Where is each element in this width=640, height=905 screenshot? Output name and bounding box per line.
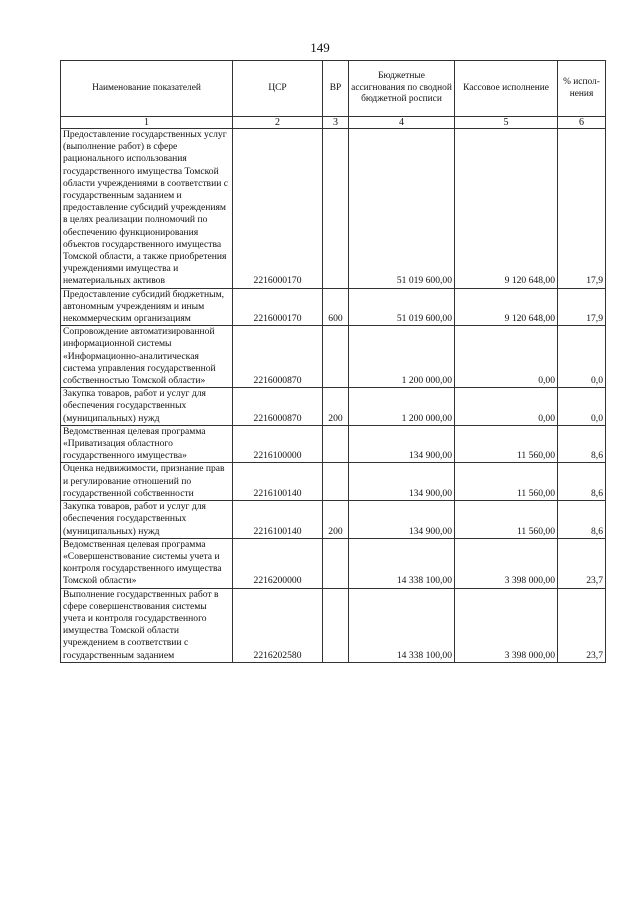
row-vr — [323, 129, 349, 289]
row-vr — [323, 326, 349, 388]
row-budget: 134 900,00 — [349, 501, 455, 539]
row-csr: 2216000170 — [233, 288, 323, 326]
budget-execution-table — [60, 60, 606, 663]
row-pct: 0,0 — [558, 388, 606, 426]
row-budget: 51 019 600,00 — [349, 288, 455, 326]
row-cash: 3 398 000,00 — [455, 588, 558, 662]
row-name: Предоставление субсидий бюджетным, автономным учреждениям и иным некоммерческим организациям — [61, 288, 233, 326]
row-name: Оценка недвижимости, признание прав и регулирование отношений по государственной собственности — [61, 463, 233, 501]
page-number: 149 — [310, 40, 330, 55]
table-row — [61, 326, 606, 388]
row-csr: 2216000870 — [233, 388, 323, 426]
table-row — [61, 129, 606, 289]
row-budget: 14 338 100,00 — [349, 538, 455, 588]
row-name: Сопровождение автоматизированной информационной системы «Информационно-аналитическая система управления государственной собственностью Томской области» — [61, 326, 233, 388]
row-csr: 2216000170 — [233, 129, 323, 289]
table-row — [61, 425, 606, 463]
row-name: Ведомственная целевая программа «Приватизация областного государственного имущества» — [61, 425, 233, 463]
column-number: 4 — [349, 117, 455, 129]
row-name: Закупка товаров, работ и услуг для обеспечения государственных (муниципальных) нужд — [61, 501, 233, 539]
row-budget: 1 200 000,00 — [349, 326, 455, 388]
column-number: 5 — [455, 117, 558, 129]
row-budget: 134 900,00 — [349, 463, 455, 501]
table-header-row — [61, 61, 606, 117]
row-cash: 11 560,00 — [455, 425, 558, 463]
header-pct: % испол-нения — [558, 61, 606, 117]
table-row — [61, 463, 606, 501]
row-name: Закупка товаров, работ и услуг для обеспечения государственных (муниципальных) нужд — [61, 388, 233, 426]
row-pct: 8,6 — [558, 425, 606, 463]
table-row — [61, 388, 606, 426]
table-row — [61, 588, 606, 662]
row-csr: 2216000870 — [233, 326, 323, 388]
row-budget: 51 019 600,00 — [349, 129, 455, 289]
row-vr — [323, 538, 349, 588]
row-cash: 9 120 648,00 — [455, 129, 558, 289]
row-vr — [323, 588, 349, 662]
row-pct: 17,9 — [558, 129, 606, 289]
header-name: Наименование показателей — [61, 61, 233, 117]
row-vr — [323, 463, 349, 501]
row-cash: 11 560,00 — [455, 501, 558, 539]
row-vr — [323, 425, 349, 463]
row-cash: 0,00 — [455, 326, 558, 388]
header-cash: Кассовое исполнение — [455, 61, 558, 117]
row-name: Ведомственная целевая программа «Совершенствование системы учета и контроля государственного имущества Томской области» — [61, 538, 233, 588]
row-pct: 17,9 — [558, 288, 606, 326]
row-csr: 2216100000 — [233, 425, 323, 463]
row-budget: 134 900,00 — [349, 425, 455, 463]
row-cash: 0,00 — [455, 388, 558, 426]
column-number: 3 — [323, 117, 349, 129]
table-row — [61, 501, 606, 539]
row-vr: 600 — [323, 288, 349, 326]
row-cash: 9 120 648,00 — [455, 288, 558, 326]
table-row — [61, 288, 606, 326]
row-cash: 11 560,00 — [455, 463, 558, 501]
row-name: Выполнение государственных работ в сфере совершенствования системы учета и контроля государственного имущества Томской области учреждением в соответствии с государственным заданием — [61, 588, 233, 662]
row-vr: 200 — [323, 501, 349, 539]
row-vr: 200 — [323, 388, 349, 426]
row-budget: 1 200 000,00 — [349, 388, 455, 426]
row-csr: 2216100140 — [233, 463, 323, 501]
row-pct: 23,7 — [558, 538, 606, 588]
header-csr: ЦСР — [233, 61, 323, 117]
table-row — [61, 538, 606, 588]
row-csr: 2216202580 — [233, 588, 323, 662]
column-number: 6 — [558, 117, 606, 129]
row-csr: 2216100140 — [233, 501, 323, 539]
row-pct: 8,6 — [558, 463, 606, 501]
row-pct: 23,7 — [558, 588, 606, 662]
row-csr: 2216200000 — [233, 538, 323, 588]
row-name: Предоставление государственных услуг (выполнение работ) в сфере рационального использования государственного имущества Томской области учреждениями в соответствии с государственным заданием и предоставление субсидий учреждениям в целях реализации полномочий по обеспечению функционирования объектов государственного имущества Томской области, а также приобретения учреждениями имущества и нематериальных активов — [61, 129, 233, 289]
row-budget: 14 338 100,00 — [349, 588, 455, 662]
header-vr: ВР — [323, 61, 349, 117]
column-number: 2 — [233, 117, 323, 129]
column-numbers-row — [61, 117, 606, 129]
row-pct: 0,0 — [558, 326, 606, 388]
column-number: 1 — [61, 117, 233, 129]
row-cash: 3 398 000,00 — [455, 538, 558, 588]
header-budget: Бюджетные ассигнования по сводной бюджетной росписи — [349, 61, 455, 117]
row-pct: 8,6 — [558, 501, 606, 539]
